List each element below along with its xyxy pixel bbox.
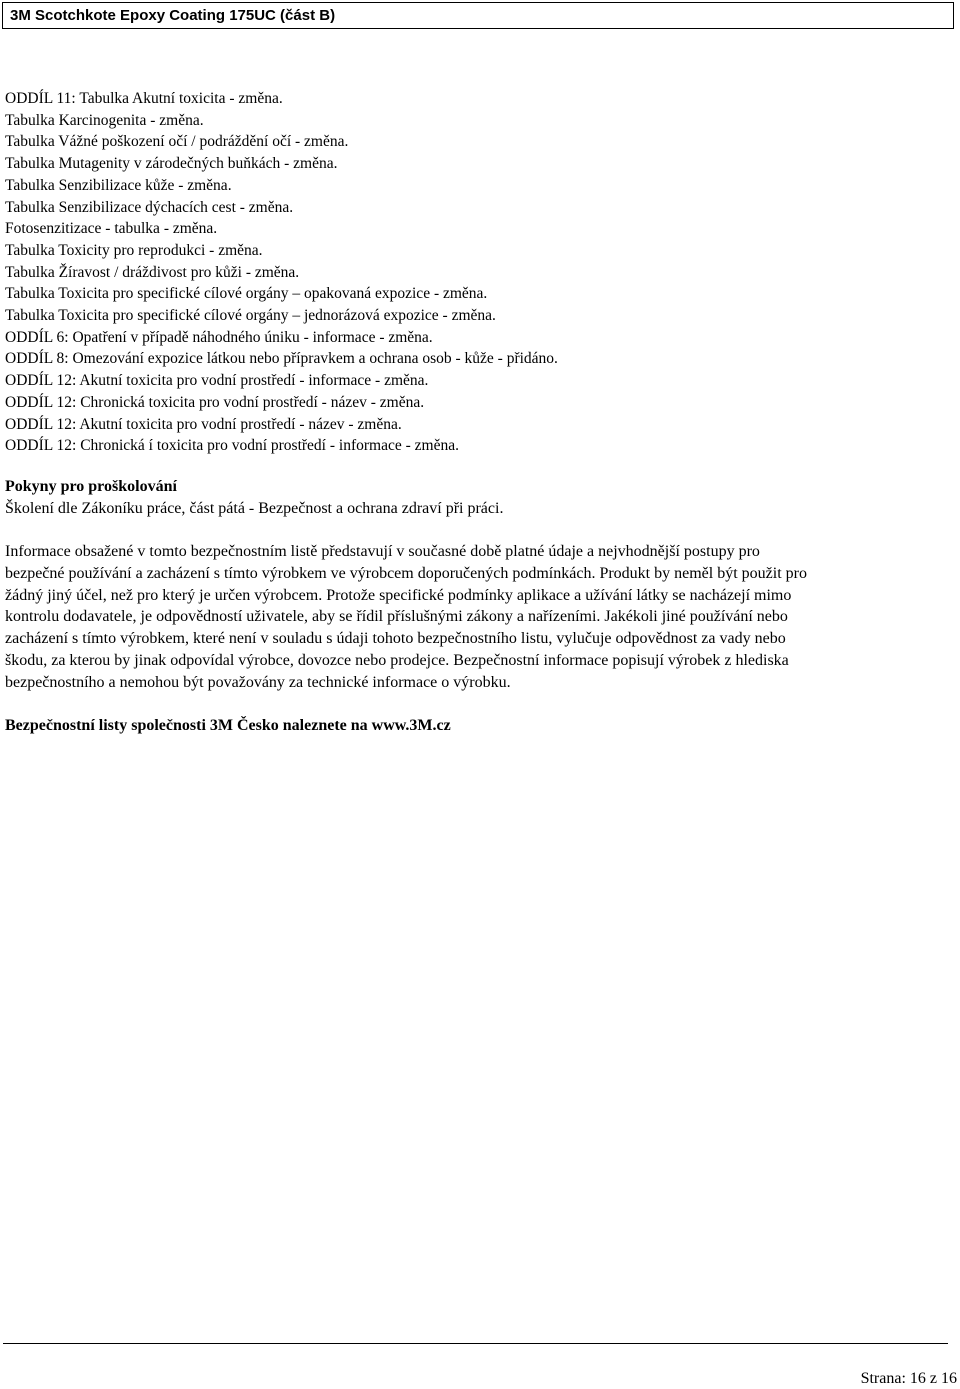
- list-item: Tabulka Toxicity pro reprodukci - změna.: [5, 241, 263, 259]
- page-number: Strana: 16 z 16: [860, 1370, 957, 1387]
- disclaimer-line: bezpečnostního a nemohou být považovány za technické informace o výrobku.: [5, 673, 511, 691]
- disclaimer-line: bezpečné používání a zacházení s tímto výrobkem ve výrobcem doporučených podmínkách. Produkt by neměl být použit pro: [5, 564, 807, 582]
- disclaimer-line: kontrolu dodavatele, je odpovědností uživatele, aby se řídil příslušnými zákony a nařízeními. Jakékoli jiné používání nebo: [5, 608, 788, 626]
- training-text: Školení dle Zákoníku práce, část pátá - Bezpečnost a ochrana zdraví při práci.: [5, 500, 504, 517]
- revision-changes-list: [5, 88, 558, 457]
- document-title: 3M Scotchkote Epoxy Coating 175UC (část B): [10, 7, 336, 24]
- list-item: ODDÍL 12: Chronická í toxicita pro vodní prostředí - informace - změna.: [5, 437, 459, 455]
- list-item: Tabulka Žíravost / dráždivost pro kůži - změna.: [5, 263, 300, 281]
- list-item: Tabulka Senzibilizace dýchacích cest - změna.: [5, 198, 294, 216]
- list-item: ODDÍL 8: Omezování expozice látkou nebo přípravkem a ochrana osob - kůže - přidáno.: [5, 350, 558, 368]
- list-item: Tabulka Karcinogenita - změna.: [5, 111, 204, 129]
- list-item: ODDÍL 12: Chronická toxicita pro vodní prostředí - název - změna.: [5, 393, 425, 411]
- disclaimer-line: žádný jiný účel, než pro který je určen výrobcem. Protože specifické podmínky aplikace a užívání látky se nacházejí mimo: [5, 586, 792, 604]
- list-item: ODDÍL 12: Akutní toxicita pro vodní prostředí - informace - změna.: [5, 372, 429, 390]
- document-header: [2, 2, 954, 29]
- disclaimer-line: škodu, za kterou by jinak odpovídal výrobce, dovozce nebo prodejce. Bezpečnostní informace popisují výrobek z hlediska: [5, 651, 789, 669]
- list-item: Fotosenzitizace - tabulka - změna.: [5, 220, 218, 238]
- disclaimer-line: zacházení s tímto výrobkem, které není v souladu s údaji tohoto bezpečnostního listu, vylučuje odpovědnost za vady nebo: [5, 630, 786, 648]
- list-item: ODDÍL 6: Opatření v případě náhodného úniku - informace - změna.: [5, 328, 433, 346]
- training-heading: Pokyny pro proškolování: [5, 478, 177, 495]
- safety-sheets-link-text: Bezpečnostní listy společnosti 3M Česko naleznete na www.3M.cz: [5, 717, 451, 734]
- disclaimer-paragraph: [5, 541, 960, 694]
- disclaimer-line: Informace obsažené v tomto bezpečnostním listě představují v současné době platné údaje a nejvhodnější postupy pro: [5, 543, 760, 560]
- list-item: Tabulka Vážné poškození očí / podráždění očí - změna.: [5, 133, 349, 151]
- list-item: ODDÍL 11: Tabulka Akutní toxicita - změna.: [5, 90, 283, 107]
- list-item: ODDÍL 12: Akutní toxicita pro vodní prostředí - název - změna.: [5, 415, 402, 433]
- list-item: Tabulka Toxicita pro specifické cílové orgány – jednorázová expozice - změna.: [5, 307, 496, 325]
- list-item: Tabulka Toxicita pro specifické cílové orgány – opakovaná expozice - změna.: [5, 285, 488, 303]
- list-item: Tabulka Mutagenity v zárodečných buňkách - změna.: [5, 155, 338, 173]
- list-item: Tabulka Senzibilizace kůže - změna.: [5, 176, 232, 194]
- footer-divider: [3, 1343, 948, 1344]
